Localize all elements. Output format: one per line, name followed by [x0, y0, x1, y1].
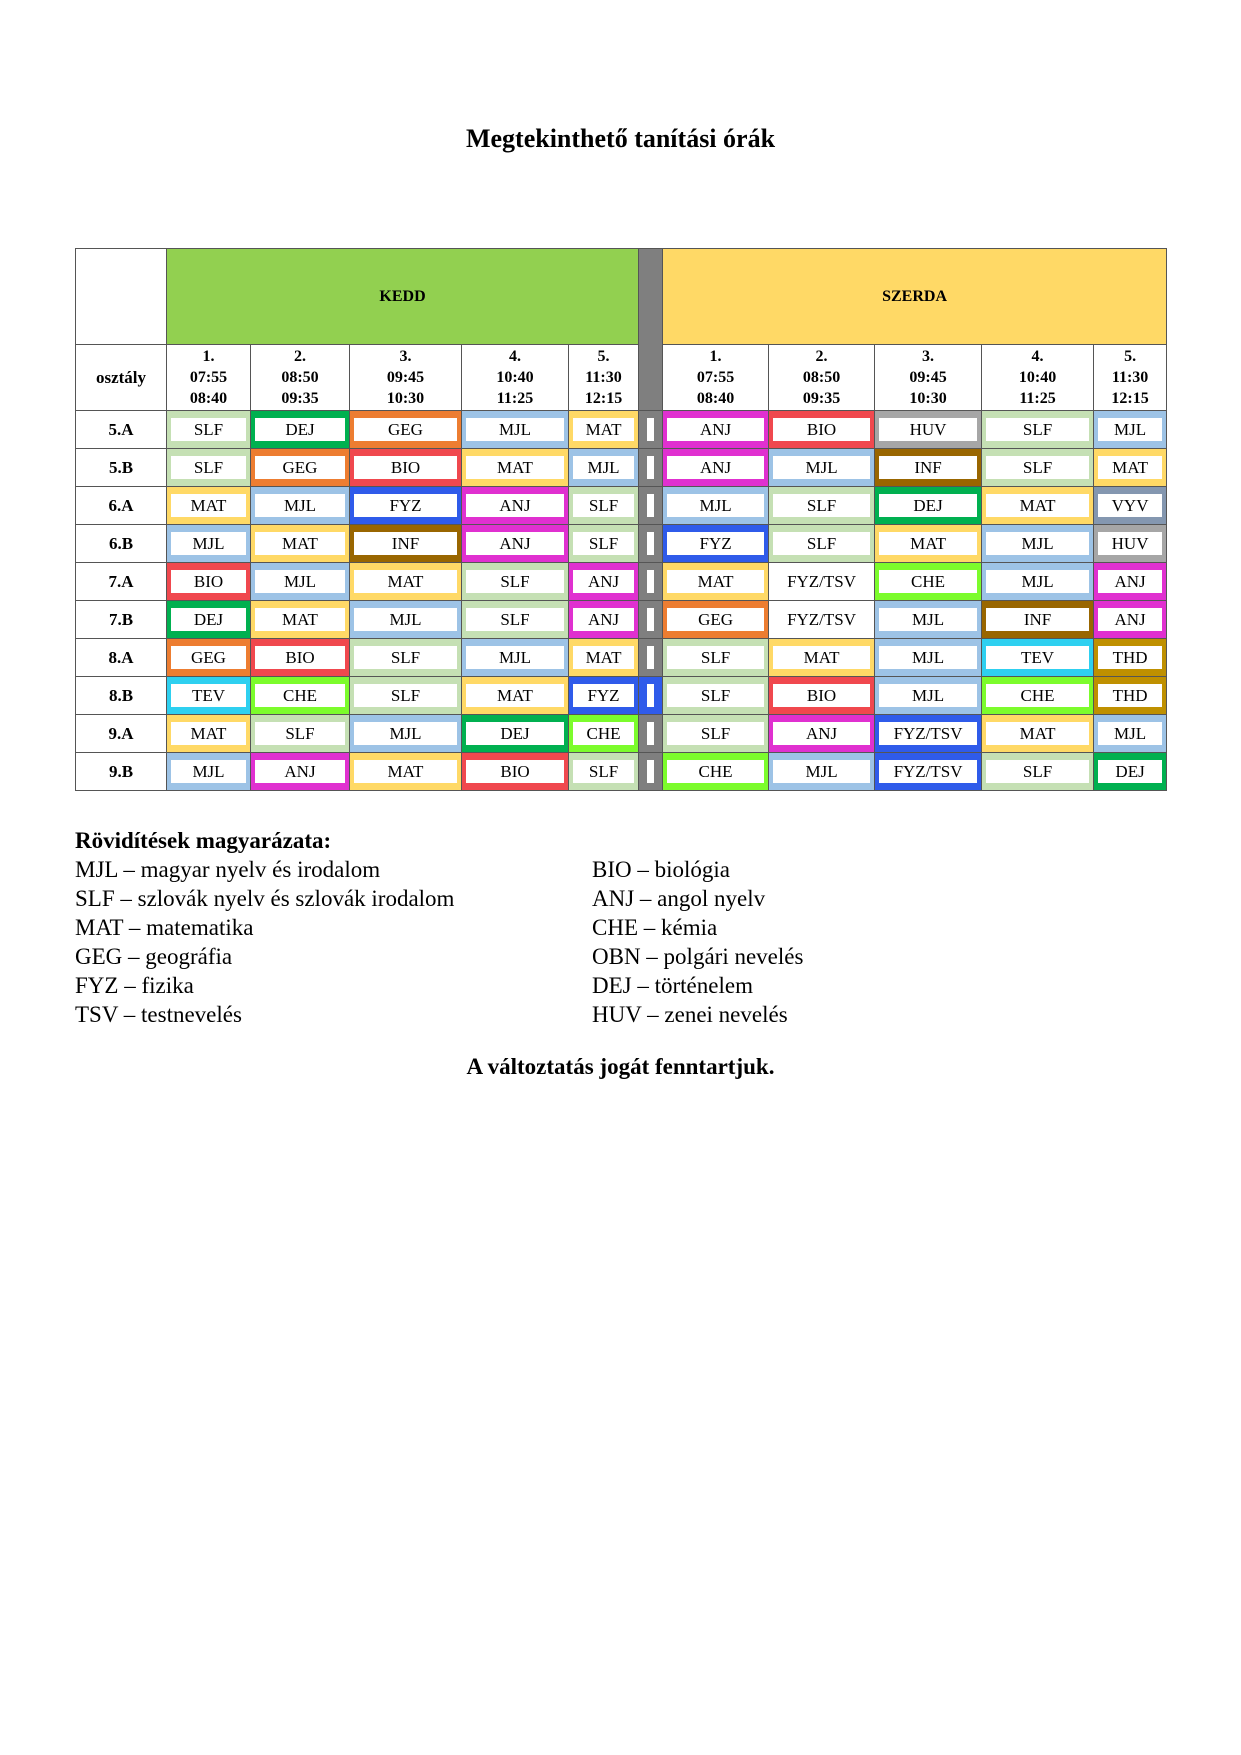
lesson-cell [462, 563, 569, 601]
lesson-cell [350, 449, 462, 487]
lesson-label: ANJ [573, 608, 634, 631]
lesson-cell [350, 677, 462, 715]
lesson-label: SLF [171, 418, 246, 441]
lesson-cell [462, 601, 569, 639]
separator-cell [639, 487, 663, 525]
period-header-kedd-5: 5. 11:30 12:15 [569, 345, 639, 411]
lesson-cell [251, 639, 350, 677]
lesson-cell [569, 525, 639, 563]
lesson-label: MJL [171, 532, 246, 555]
table-row [76, 601, 1167, 639]
lesson-label: MJL [255, 570, 345, 593]
separator-mark [647, 722, 654, 745]
lesson-label: CHE [573, 722, 634, 745]
lesson-label: MAT [1098, 456, 1162, 479]
lesson-cell [663, 715, 769, 753]
lesson-cell [350, 753, 462, 791]
lesson-label: SLF [354, 646, 457, 669]
lesson-label: SLF [354, 684, 457, 707]
legend-entry: OBN – polgári nevelés [592, 944, 804, 969]
page-title: Megtekinthető tanítási órák [465, 124, 776, 153]
lesson-cell [663, 487, 769, 525]
lesson-label: SLF [573, 760, 634, 783]
legend-entry: BIO – biológia [592, 857, 730, 882]
lesson-label: MJL [773, 456, 870, 479]
legend-row [75, 971, 803, 1000]
separator-cell [639, 449, 663, 487]
table-row [76, 411, 1167, 449]
lesson-label: MAT [986, 494, 1089, 517]
lesson-cell [1094, 563, 1167, 601]
lesson-cell [350, 601, 462, 639]
lesson-cell [569, 411, 639, 449]
day-header-kedd: KEDD [167, 249, 639, 345]
lesson-label: BIO [171, 570, 246, 593]
lesson-label: SLF [773, 532, 870, 555]
lesson-cell [462, 715, 569, 753]
lesson-cell [167, 639, 251, 677]
lesson-label: GEG [354, 418, 457, 441]
lesson-label: ANJ [1098, 570, 1162, 593]
legend-entry: GEG – geográfia [75, 944, 233, 969]
lesson-label: SLF [667, 722, 764, 745]
lesson-cell [663, 563, 769, 601]
lesson-label: INF [354, 532, 457, 555]
class-label: 5.B [76, 449, 167, 487]
lesson-cell [1094, 449, 1167, 487]
lesson-label: MAT [573, 646, 634, 669]
lesson-label: ANJ [466, 532, 564, 555]
table-row [76, 677, 1167, 715]
lesson-cell [569, 449, 639, 487]
lesson-label: FYZ [354, 494, 457, 517]
class-column-header: osztály [76, 345, 167, 411]
corner-cell [76, 249, 167, 345]
lesson-cell [769, 715, 875, 753]
lesson-cell [769, 753, 875, 791]
period-header-szerda-3: 3. 09:45 10:30 [875, 345, 982, 411]
lesson-cell [875, 411, 982, 449]
lesson-label: FYZ [667, 532, 764, 555]
lesson-cell [875, 525, 982, 563]
legend-entry: TSV – testnevelés [75, 1002, 242, 1027]
lesson-cell [875, 563, 982, 601]
lesson-cell [982, 525, 1094, 563]
lesson-label: THD [1098, 684, 1162, 707]
lesson-cell [350, 525, 462, 563]
separator-cell [639, 411, 663, 449]
lesson-label: MAT [255, 608, 345, 631]
legend-entry: ANJ – angol nyelv [592, 886, 766, 911]
lesson-cell [1094, 411, 1167, 449]
lesson-cell [167, 449, 251, 487]
lesson-cell [875, 601, 982, 639]
lesson-label: MAT [466, 684, 564, 707]
legend-entry: HUV – zenei nevelés [592, 1002, 788, 1027]
lesson-label: MJL [354, 608, 457, 631]
lesson-label: MJL [879, 646, 977, 669]
lesson-cell [569, 601, 639, 639]
lesson-cell [875, 753, 982, 791]
separator-mark [647, 570, 654, 593]
class-label: 5.A [76, 411, 167, 449]
lesson-label: MJL [667, 494, 764, 517]
lesson-cell [569, 715, 639, 753]
lesson-cell [1094, 487, 1167, 525]
separator-mark [647, 418, 654, 441]
lesson-cell [982, 411, 1094, 449]
legend-row [75, 855, 803, 884]
lesson-cell [462, 525, 569, 563]
lesson-cell [1094, 639, 1167, 677]
lesson-label: MJL [986, 570, 1089, 593]
lesson-label: SLF [667, 646, 764, 669]
lesson-label: GEG [171, 646, 246, 669]
lesson-label: MJL [573, 456, 634, 479]
table-row [76, 639, 1167, 677]
lesson-label: BIO [466, 760, 564, 783]
lesson-label: ANJ [573, 570, 634, 593]
legend-entry: MJL – magyar nyelv és irodalom [75, 857, 381, 882]
lesson-label: MJL [171, 760, 246, 783]
lesson-label: GEG [667, 608, 764, 631]
separator-mark [647, 494, 654, 517]
lesson-label: ANJ [255, 760, 345, 783]
lesson-label: MAT [255, 532, 345, 555]
lesson-cell [982, 677, 1094, 715]
lesson-cell [251, 715, 350, 753]
lesson-cell [1094, 525, 1167, 563]
separator-cell [639, 677, 663, 715]
lesson-label: ANJ [1098, 608, 1162, 631]
day-header-szerda: SZERDA [663, 249, 1167, 345]
lesson-cell [663, 753, 769, 791]
lesson-label: CHE [667, 760, 764, 783]
lesson-cell [1094, 753, 1167, 791]
lesson-cell [982, 449, 1094, 487]
lesson-cell [462, 753, 569, 791]
legend-entry: DEJ – történelem [592, 973, 753, 998]
lesson-cell [251, 449, 350, 487]
lesson-cell [167, 753, 251, 791]
lesson-cell [569, 639, 639, 677]
lesson-label: SLF [573, 494, 634, 517]
lesson-cell [350, 563, 462, 601]
legend-row [75, 942, 803, 971]
day-separator [639, 249, 663, 411]
lesson-label: MJL [255, 494, 345, 517]
separator-cell [639, 563, 663, 601]
lesson-cell [875, 677, 982, 715]
lesson-cell [251, 601, 350, 639]
lesson-cell [663, 639, 769, 677]
lesson-label: BIO [354, 456, 457, 479]
legend-entry: CHE – kémia [592, 915, 718, 940]
legend-entry: FYZ – fizika [75, 973, 194, 998]
lesson-label: MJL [466, 418, 564, 441]
lesson-cell [982, 639, 1094, 677]
lesson-label: MAT [667, 570, 764, 593]
period-header-kedd-3: 3. 09:45 10:30 [350, 345, 462, 411]
lesson-label: SLF [773, 494, 870, 517]
lesson-cell [875, 487, 982, 525]
lesson-cell [1094, 715, 1167, 753]
class-label: 9.A [76, 715, 167, 753]
table-row [76, 715, 1167, 753]
table-row [76, 563, 1167, 601]
table-row [76, 525, 1167, 563]
lesson-label: FYZ/TSV [787, 610, 857, 629]
lesson-label: DEJ [879, 494, 977, 517]
lesson-label: SLF [466, 608, 564, 631]
lesson-label: DEJ [171, 608, 246, 631]
lesson-cell [462, 639, 569, 677]
separator-mark [647, 456, 654, 479]
lesson-label: INF [986, 608, 1089, 631]
lesson-cell [769, 639, 875, 677]
table-row [76, 487, 1167, 525]
lesson-cell [167, 563, 251, 601]
lesson-label: CHE [986, 684, 1089, 707]
lesson-cell [569, 563, 639, 601]
table-row [76, 753, 1167, 791]
lesson-label: FYZ/TSV [879, 722, 977, 745]
lesson-cell [462, 449, 569, 487]
lesson-label: MJL [879, 684, 977, 707]
period-header-szerda-2: 2. 08:50 09:35 [769, 345, 875, 411]
legend-entry: MAT – matematika [75, 915, 254, 940]
separator-mark [647, 760, 654, 783]
lesson-label: MAT [573, 418, 634, 441]
lesson-label: SLF [986, 418, 1089, 441]
timetable [75, 248, 1167, 791]
lesson-label: ANJ [667, 418, 764, 441]
lesson-cell [569, 753, 639, 791]
period-header-szerda-5: 5. 11:30 12:15 [1094, 345, 1167, 411]
lesson-cell [982, 487, 1094, 525]
lesson-cell [982, 601, 1094, 639]
legend-row [75, 1000, 803, 1029]
separator-cell [639, 601, 663, 639]
lesson-cell [167, 601, 251, 639]
footer-note: A változtatás jogát fenntartjuk. [466, 1054, 775, 1079]
lesson-cell [350, 487, 462, 525]
lesson-cell [167, 715, 251, 753]
class-label: 8.B [76, 677, 167, 715]
lesson-label: BIO [773, 418, 870, 441]
lesson-cell [569, 677, 639, 715]
separator-mark [647, 608, 654, 631]
lesson-cell [569, 487, 639, 525]
separator-mark [647, 532, 654, 555]
lesson-cell [663, 449, 769, 487]
separator-mark [647, 646, 654, 669]
lesson-label: MAT [466, 456, 564, 479]
lesson-cell [350, 639, 462, 677]
separator-cell [639, 715, 663, 753]
lesson-label: CHE [879, 570, 977, 593]
lesson-cell [769, 677, 875, 715]
lesson-cell [251, 487, 350, 525]
lesson-label: SLF [171, 456, 246, 479]
lesson-label: SLF [986, 760, 1089, 783]
lesson-cell [769, 449, 875, 487]
lesson-label: MJL [773, 760, 870, 783]
lesson-cell [251, 753, 350, 791]
lesson-label: INF [879, 456, 977, 479]
period-header-szerda-4: 4. 10:40 11:25 [982, 345, 1094, 411]
lesson-cell [769, 411, 875, 449]
lesson-label: SLF [573, 532, 634, 555]
lesson-cell [982, 753, 1094, 791]
lesson-label: FYZ/TSV [879, 760, 977, 783]
separator-cell [639, 525, 663, 563]
lesson-cell [462, 487, 569, 525]
lesson-cell [875, 639, 982, 677]
class-label: 6.A [76, 487, 167, 525]
lesson-cell [769, 601, 875, 639]
lesson-cell [982, 715, 1094, 753]
lesson-cell [1094, 677, 1167, 715]
period-header-kedd-4: 4. 10:40 11:25 [462, 345, 569, 411]
lesson-label: DEJ [466, 722, 564, 745]
class-label: 7.A [76, 563, 167, 601]
lesson-label: SLF [667, 684, 764, 707]
lesson-cell [462, 411, 569, 449]
lesson-label: BIO [773, 684, 870, 707]
lesson-label: MAT [354, 570, 457, 593]
lesson-label: HUV [1098, 532, 1162, 555]
period-header-szerda-1: 1. 07:55 08:40 [663, 345, 769, 411]
separator-cell [639, 753, 663, 791]
lesson-label: ANJ [466, 494, 564, 517]
class-label: 9.B [76, 753, 167, 791]
lesson-cell [663, 677, 769, 715]
legend-entry: SLF – szlovák nyelv és szlovák irodalom [75, 886, 455, 911]
lesson-label: MJL [1098, 722, 1162, 745]
class-label: 7.B [76, 601, 167, 639]
lesson-cell [875, 715, 982, 753]
lesson-cell [167, 677, 251, 715]
lesson-label: MAT [354, 760, 457, 783]
class-label: 8.A [76, 639, 167, 677]
lesson-cell [350, 715, 462, 753]
lesson-label: HUV [879, 418, 977, 441]
lesson-cell [167, 525, 251, 563]
lesson-cell [663, 411, 769, 449]
legend-row [75, 913, 803, 942]
lesson-label: MAT [986, 722, 1089, 745]
lesson-label: MAT [879, 532, 977, 555]
class-label: 6.B [76, 525, 167, 563]
lesson-label: DEJ [1098, 760, 1162, 783]
lesson-label: SLF [466, 570, 564, 593]
lesson-cell [251, 411, 350, 449]
lesson-cell [350, 411, 462, 449]
lesson-cell [663, 525, 769, 563]
lesson-cell [251, 563, 350, 601]
lesson-cell [462, 677, 569, 715]
lesson-cell [982, 563, 1094, 601]
lesson-label: MJL [354, 722, 457, 745]
lesson-cell [769, 563, 875, 601]
table-row [76, 449, 1167, 487]
lesson-cell [875, 449, 982, 487]
lesson-label: SLF [255, 722, 345, 745]
lesson-label: GEG [255, 456, 345, 479]
period-header-kedd-2: 2. 08:50 09:35 [251, 345, 350, 411]
lesson-cell [769, 525, 875, 563]
lesson-label: MJL [1098, 418, 1162, 441]
lesson-label: MJL [466, 646, 564, 669]
separator-cell [639, 639, 663, 677]
lesson-cell [167, 487, 251, 525]
lesson-cell [663, 601, 769, 639]
lesson-label: BIO [255, 646, 345, 669]
lesson-cell [1094, 601, 1167, 639]
lesson-label: FYZ/TSV [787, 572, 857, 591]
lesson-label: CHE [255, 684, 345, 707]
lesson-label: MAT [171, 494, 246, 517]
lesson-label: MAT [773, 646, 870, 669]
lesson-label: THD [1098, 646, 1162, 669]
lesson-label: TEV [171, 684, 246, 707]
lesson-cell [251, 525, 350, 563]
lesson-cell [167, 411, 251, 449]
lesson-label: DEJ [255, 418, 345, 441]
lesson-cell [251, 677, 350, 715]
lesson-label: FYZ [573, 684, 634, 707]
legend-row [75, 884, 803, 913]
lesson-label: MJL [879, 608, 977, 631]
lesson-cell [769, 487, 875, 525]
lesson-label: ANJ [667, 456, 764, 479]
lesson-label: MAT [171, 722, 246, 745]
lesson-label: ANJ [773, 722, 870, 745]
period-header-kedd-1: 1. 07:55 08:40 [167, 345, 251, 411]
lesson-label: VYV [1098, 494, 1162, 517]
lesson-label: MJL [986, 532, 1089, 555]
separator-mark [647, 684, 654, 707]
lesson-label: SLF [986, 456, 1089, 479]
lesson-label: TEV [986, 646, 1089, 669]
legend-title: Rövidítések magyarázata: [75, 828, 332, 853]
legend [75, 826, 803, 1029]
